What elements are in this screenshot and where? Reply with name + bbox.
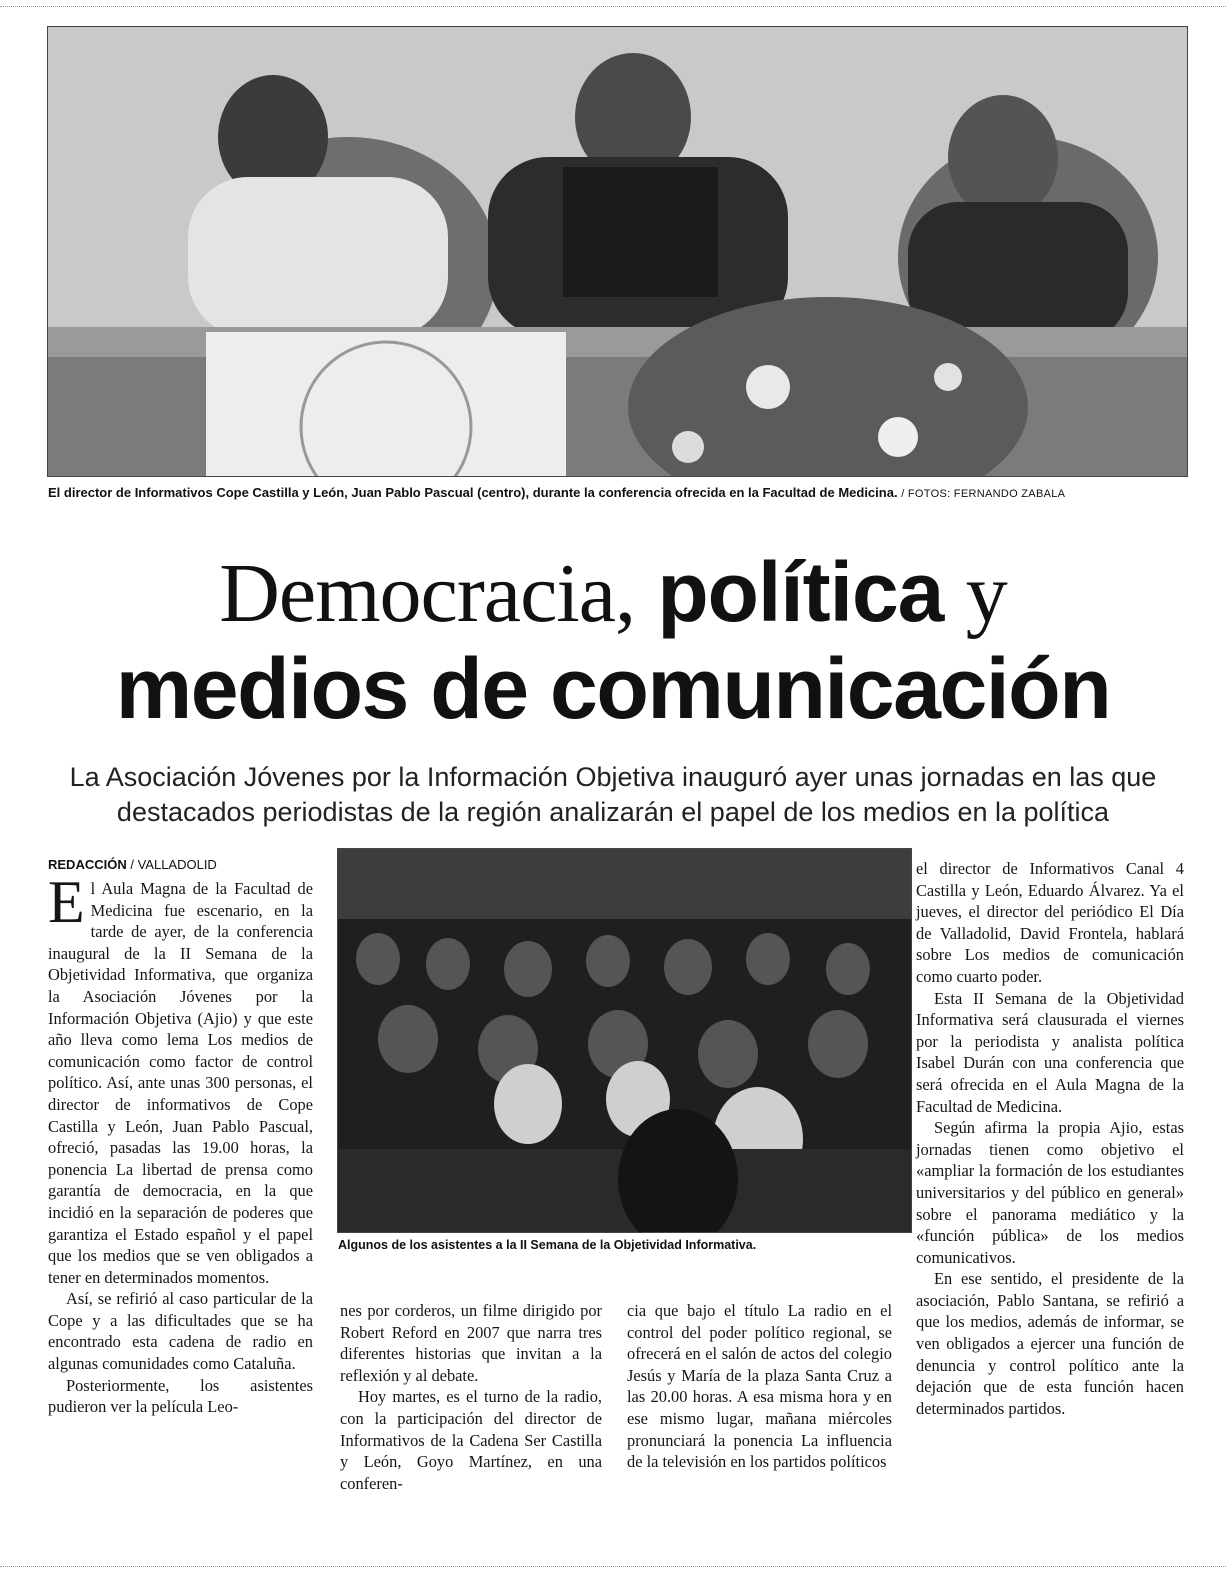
headline-word-democracia: Democracia, (219, 547, 635, 640)
article-paragraph: Hoy martes, es el turno de la radio, con la participación del director de Informativos de la Cadena Ser Castilla y León, Goyo Martínez, en una conferen- (340, 1387, 602, 1493)
article-paragraph (48, 869, 313, 1288)
article-paragraph: Esta II Semana de la Objetividad Informativa será clausurada el viernes por la periodista y analista política Isabel Durán con una conferencia que será ofrecida en el Aula Magna de la Facultad de Medicina. (916, 988, 1184, 1116)
article-column-4 (916, 858, 1184, 1419)
headline-line-2: medios de comunicación (115, 641, 1111, 738)
article-paragraph: Así, se refirió al caso particular de la Cope y a las dificultades que se ha encontrado esta cadena de radio en algunas comunidades como Cataluña. (48, 1289, 313, 1374)
paragraph-text: l Aula Magna de la Facultad de Medicina fue escenario, en la tarde de ayer, de la conferencia inaugural de la II Semana de la Objetividad Informativa, que organiza la Asociación Jóvenes por la Información Objetiva (Ajio) y que este año lleva como lema Los medios de comunicación como factor de control político. Así, ante unas 300 personas, el director de informativos de Cope Castilla y León, Juan Pablo Pascual, ofreció, pasadas las 19.00 horas, la ponencia La libertad de prensa como garantía de democracia, en la que incidió en la separación de poderes que garantiza el Estado español y el papel que los medios que se ven obligados a tener en determinados momentos. (48, 879, 313, 1287)
conference-panel-photo (47, 26, 1188, 477)
article-column-1 (48, 869, 313, 1418)
byline-section: REDACCIÓN (48, 857, 127, 872)
article-column-2 (340, 1300, 602, 1494)
headline-word-politica: política (657, 545, 944, 639)
audience-photo-caption: Algunos de los asistentes a la II Semana de la Objetividad Informativa. (338, 1238, 757, 1252)
top-rule (0, 6, 1226, 7)
photo-credit: / FOTOS: FERNANDO ZABALA (901, 488, 1066, 500)
article-paragraph: cia que bajo el título La radio en el control del poder político regional, se ofrecerá en el salón de actos del colegio Jesús y María de la plaza Santa Cruz a las 20.00 horas. A esa misma hora y en ese mismo lugar, mañana miércoles pronunciará la ponencia La influencia de la televisión en los partidos políticos (627, 1301, 892, 1472)
article-paragraph: nes por corderos, un filme dirigido por Robert Reford en 2007 que narra tres diferentes historias que invitan a la reflexión y al debate. (340, 1301, 602, 1385)
audience-photo (337, 848, 912, 1233)
caption-text: El director de Informativos Cope Castilla y León, Juan Pablo Pascual (centro), durante la conferencia ofrecida en la Facultad de Medicina. (48, 485, 898, 500)
article-paragraph: En ese sentido, el presidente de la asociación, Pablo Santana, se refirió a que los medios, además de informar, se ven obligados a ejercer una función de denuncia y control político ante la dejación que de esta función hacen determinados partidos. (916, 1269, 1184, 1418)
headline-word-y: y (965, 547, 1007, 640)
subheadline: La Asociación Jóvenes por la Información Objetiva inauguró ayer unas jornadas en las que destacados periodistas de la región analizarán el papel de los medios en la política (69, 762, 1157, 827)
article-paragraph: el director de Informativos Canal 4 Castilla y León, Eduardo Álvarez. Ya el jueves, el director del periódico El Día de Valladolid, David Frontela, hablará sobre Los medios de comunicación como cuarto poder. (916, 859, 1184, 986)
article-paragraph: Posteriormente, los asistentes pudieron ver la película Leo- (48, 1375, 313, 1417)
bottom-rule (0, 1566, 1226, 1567)
article-column-3 (627, 1300, 892, 1473)
headline (0, 545, 1226, 737)
top-photo-caption (48, 485, 1065, 500)
byline-location: / VALLADOLID (130, 857, 217, 872)
dropcap: E (48, 869, 85, 935)
article-paragraph: Según afirma la propia Ajio, estas jornadas tienen como objetivo el «ampliar la formación de los estudiantes universitarios y del público en general» sobre el panorama mediático y la «función pública» de los medios comunicativos. (916, 1118, 1184, 1267)
